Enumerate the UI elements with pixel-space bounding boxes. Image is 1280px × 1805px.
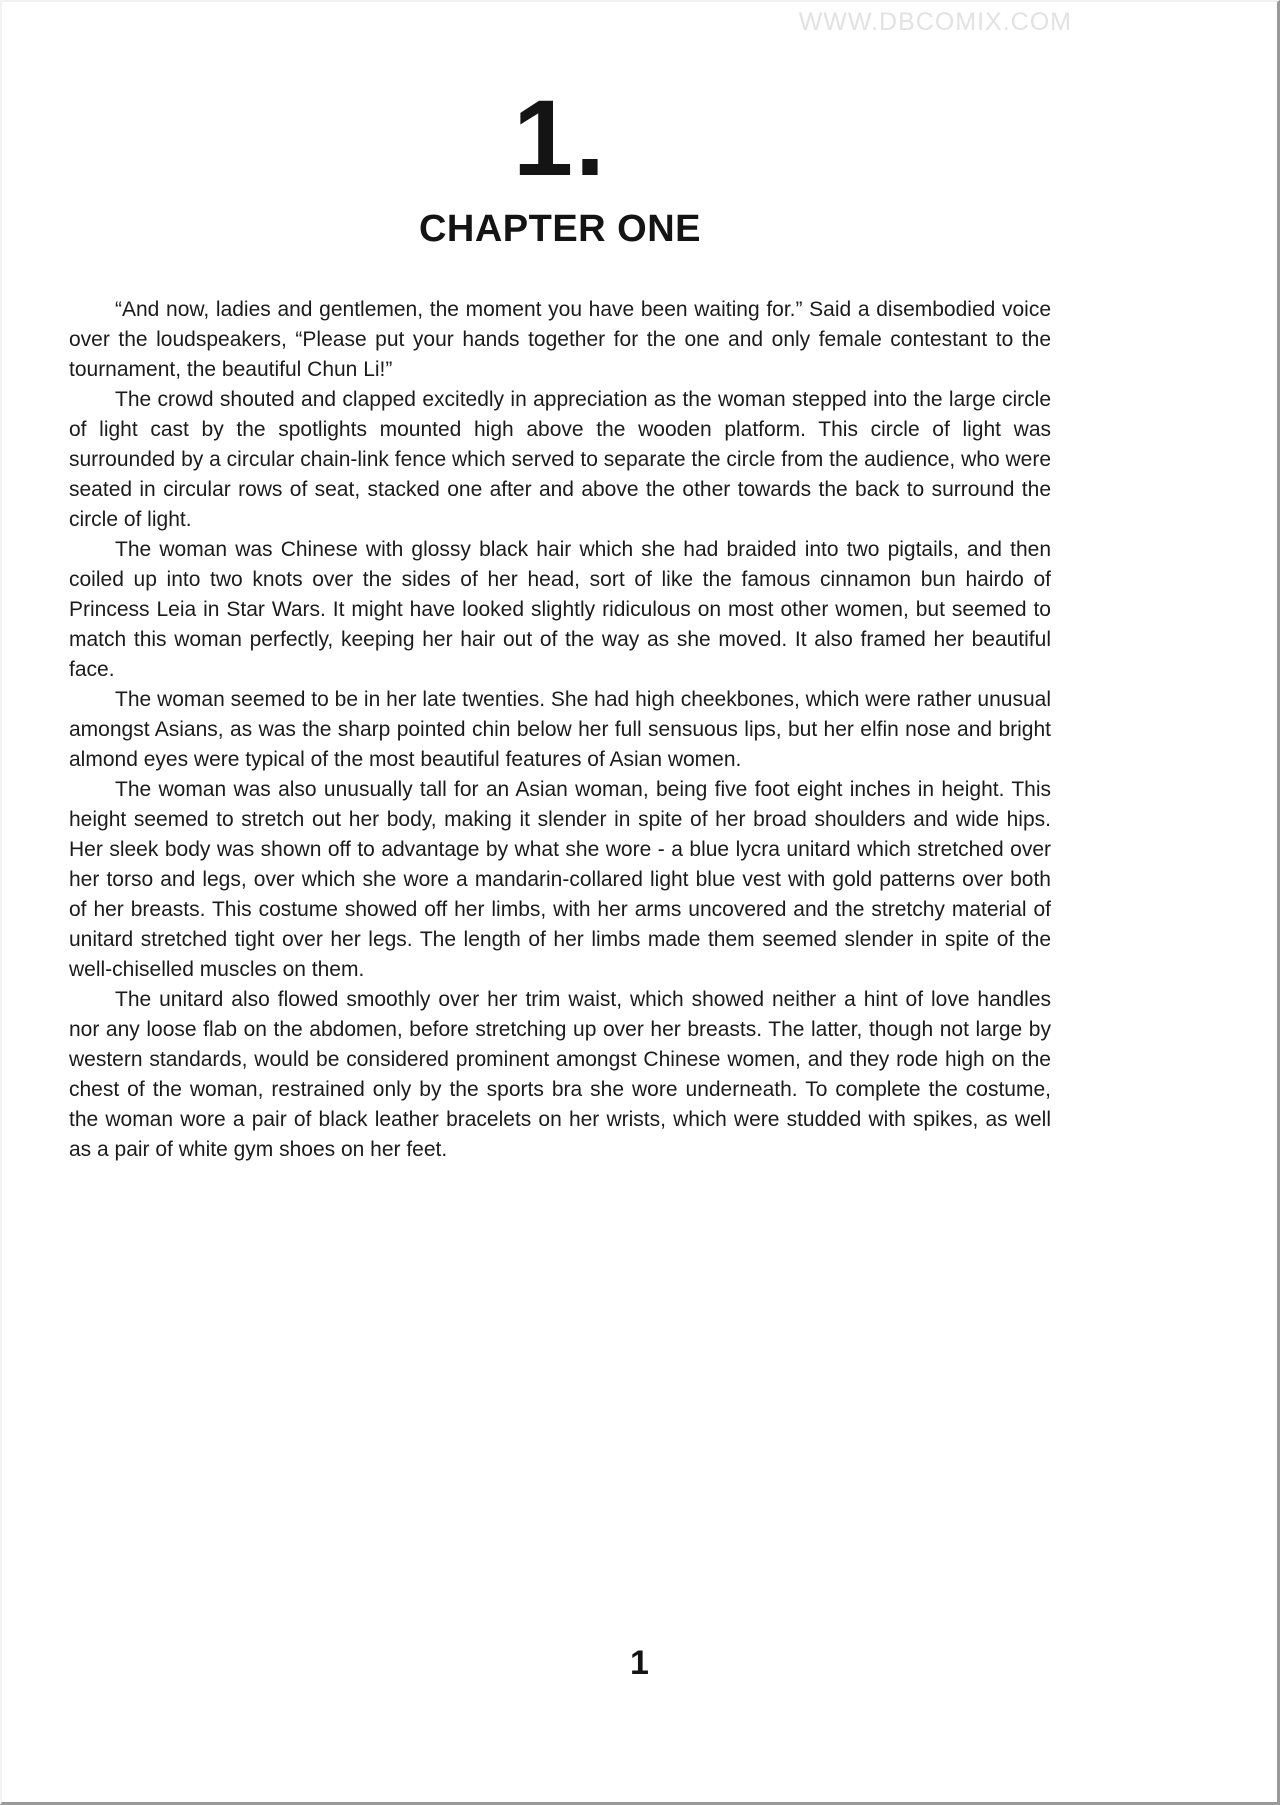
- body-text: [69, 295, 1051, 1165]
- site-watermark: WWW.DBCOMIX.COM: [798, 8, 1072, 36]
- chapter-title: CHAPTER ONE: [418, 208, 702, 250]
- chapter-number: 1.: [512, 77, 608, 198]
- paragraph: The woman seemed to be in her late twenties. She had high cheekbones, which were rather unusual amongst Asians, as was the sharp pointed chin below her full sensuous lips, but her elfin nose and bright almond eyes were typical of the most beautiful features of Asian women.: [69, 688, 1051, 771]
- page-content: [69, 2, 1051, 1802]
- paragraph: “And now, ladies and gentlemen, the moment you have been waiting for.” Said a disembodied voice over the loudspeakers, “Please put your hands together for the one and only female contestant to the tournament, the beautiful Chun Li!”: [69, 298, 1051, 381]
- paragraph: The unitard also flowed smoothly over her trim waist, which showed neither a hint of love handles nor any loose flab on the abdomen, before stretching up over her breasts. The latter, though not large by western standards, would be considered prominent amongst Chinese women, and they rode high on the chest of the woman, restrained only by the sports bra she wore underneath. To complete the costume, the woman wore a pair of black leather bracelets on her wrists, which were studded with spikes, as well as a pair of white gym shoes on her feet.: [69, 988, 1051, 1161]
- paragraph: The woman was Chinese with glossy black hair which she had braided into two pigtails, and then coiled up into two knots over the sides of her head, sort of like the famous cinnamon bun hairdo of Princess Leia in Star Wars. It might have looked slightly ridiculous on most other women, but seemed to match this woman perfectly, keeping her hair out of the way as she moved. It also framed her beautiful face.: [69, 538, 1051, 681]
- paragraph: The crowd shouted and clapped excitedly in appreciation as the woman stepped into the large circle of light cast by the spotlights mounted high above the wooden platform. This circle of light was surrounded by a circular chain-link fence which served to separate the circle from the audience, who were seated in circular rows of seat, stacked one after and above the other towards the back to surround the circle of light.: [69, 388, 1051, 531]
- paragraph: The woman was also unusually tall for an Asian woman, being five foot eight inches in height. This height seemed to stretch out her body, making it slender in spite of her broad shoulders and wide hips. Her sleek body was shown off to advantage by what she wore - a blue lycra unitard which stretched over her torso and legs, over which she wore a mandarin-collared light blue vest with gold patterns over both of her breasts. This costume showed off her limbs, with her arms uncovered and the stretchy material of unitard stretched tight over her legs. The length of her limbs made them seemed slender in spite of the well-chiselled muscles on them.: [69, 778, 1051, 981]
- page-number: 1: [630, 1644, 649, 1682]
